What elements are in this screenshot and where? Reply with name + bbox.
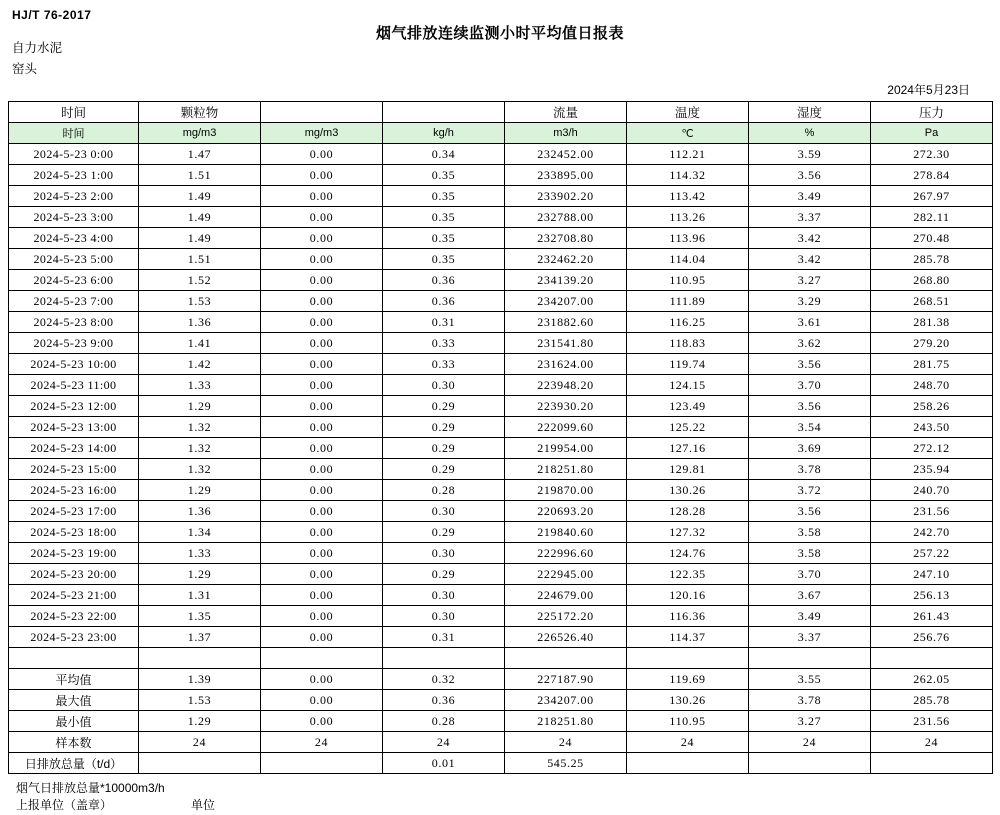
table-row [9,144,993,165]
spacer-row [9,648,993,669]
cell-value: 0.00 [261,333,383,354]
cell-value: 1.34 [139,522,261,543]
cell-value: 0.34 [383,144,505,165]
cell-value: 1.47 [139,144,261,165]
spacer-cell [627,648,749,669]
cell-value: 0.29 [383,417,505,438]
unit-cell-pressure: Pa [871,123,993,144]
cell-value: 223948.20 [505,375,627,396]
cell-value: 247.10 [871,564,993,585]
cell-value: 116.36 [627,606,749,627]
cell-value: 234207.00 [505,291,627,312]
header-cell-temperature: 温度 [627,102,749,123]
cell-value: 24 [261,732,383,753]
cell-value: 272.12 [871,438,993,459]
footer-note: 烟气日排放总量*10000m3/h [16,781,165,795]
table-row [9,333,993,354]
cell-value: 232788.00 [505,207,627,228]
stat-row-minimum [9,711,993,732]
cell-value: 111.89 [627,291,749,312]
cell-value: 1.49 [139,207,261,228]
cell-value: 3.56 [749,501,871,522]
cell-value: 0.00 [261,480,383,501]
cell-value: 1.29 [139,564,261,585]
cell-value: 0.00 [261,606,383,627]
cell-value: 285.78 [871,690,993,711]
cell-value: 0.00 [261,669,383,690]
cell-value: 240.70 [871,480,993,501]
cell-time: 2024-5-23 8:00 [9,312,139,333]
cell-value: 0.29 [383,396,505,417]
cell-time: 2024-5-23 6:00 [9,270,139,291]
cell-value: 222996.60 [505,543,627,564]
cell-value: 130.26 [627,690,749,711]
cell-value: 122.35 [627,564,749,585]
cell-value: 3.69 [749,438,871,459]
table-row [9,543,993,564]
stat-label: 平均值 [9,669,139,690]
unit-cell-blank-1: mg/m3 [261,123,383,144]
cell-value: 219954.00 [505,438,627,459]
cell-value: 0.29 [383,564,505,585]
cell-value: 0.35 [383,207,505,228]
cell-value: 3.58 [749,543,871,564]
cell-value: 3.56 [749,165,871,186]
spacer-cell [871,648,993,669]
cell-value [627,753,749,774]
cell-value: 125.22 [627,417,749,438]
header-cell-humidity: 湿度 [749,102,871,123]
header-cell-particulate: 颗粒物 [139,102,261,123]
cell-value: 3.62 [749,333,871,354]
stat-label: 最小值 [9,711,139,732]
unit-cell-time: 时间 [9,123,139,144]
cell-value: 219870.00 [505,480,627,501]
spacer-cell [383,648,505,669]
spacer-cell [749,648,871,669]
cell-value: 227187.90 [505,669,627,690]
cell-value: 0.00 [261,438,383,459]
cell-value: 0.35 [383,249,505,270]
cell-time: 2024-5-23 18:00 [9,522,139,543]
cell-value [261,753,383,774]
cell-time: 2024-5-23 13:00 [9,417,139,438]
cell-value: 257.22 [871,543,993,564]
cell-value: 0.00 [261,564,383,585]
cell-value: 0.00 [261,522,383,543]
table-row [9,438,993,459]
cell-value: 1.52 [139,270,261,291]
cell-value: 1.36 [139,312,261,333]
cell-value: 0.31 [383,627,505,648]
cell-value: 261.43 [871,606,993,627]
cell-value: 233895.00 [505,165,627,186]
unit-cell-particulate: mg/m3 [139,123,261,144]
cell-value: 0.29 [383,459,505,480]
cell-value: 3.49 [749,606,871,627]
cell-value: 1.51 [139,165,261,186]
cell-value: 0.36 [383,270,505,291]
cell-time: 2024-5-23 19:00 [9,543,139,564]
cell-value: 268.51 [871,291,993,312]
cell-value: 219840.60 [505,522,627,543]
cell-value: 267.97 [871,186,993,207]
cell-time: 2024-5-23 14:00 [9,438,139,459]
cell-time: 2024-5-23 16:00 [9,480,139,501]
cell-time: 2024-5-23 12:00 [9,396,139,417]
company-name: 自力水泥 [12,41,63,55]
cell-value: 127.32 [627,522,749,543]
cell-value: 1.51 [139,249,261,270]
standard-code: HJ/T 76-2017 [12,8,92,22]
cell-time: 2024-5-23 11:00 [9,375,139,396]
cell-time: 2024-5-23 0:00 [9,144,139,165]
cell-value: 232708.80 [505,228,627,249]
cell-value: 3.59 [749,144,871,165]
cell-value: 1.29 [139,396,261,417]
cell-value [871,753,993,774]
cell-value: 248.70 [871,375,993,396]
cell-value: 3.56 [749,396,871,417]
cell-value: 281.75 [871,354,993,375]
cell-value: 3.78 [749,459,871,480]
table-row [9,459,993,480]
cell-value: 233902.20 [505,186,627,207]
cell-value: 0.35 [383,165,505,186]
cell-value: 0.00 [261,249,383,270]
unit-cell-blank-2: kg/h [383,123,505,144]
cell-value: 3.78 [749,690,871,711]
cell-value: 120.16 [627,585,749,606]
cell-value: 272.30 [871,144,993,165]
cell-value: 0.28 [383,711,505,732]
cell-value: 0.35 [383,186,505,207]
cell-value: 3.54 [749,417,871,438]
cell-value: 545.25 [505,753,627,774]
cell-value: 1.36 [139,501,261,522]
reporter-label: 上报单位（盖章） [16,798,113,813]
cell-value: 3.37 [749,207,871,228]
table-row [9,627,993,648]
header-cell-blank-2 [383,102,505,123]
cell-time: 2024-5-23 10:00 [9,354,139,375]
cell-value: 279.20 [871,333,993,354]
table-row [9,564,993,585]
cell-value: 222945.00 [505,564,627,585]
cell-value: 231541.80 [505,333,627,354]
cell-value: 3.61 [749,312,871,333]
spacer-cell [505,648,627,669]
cell-value: 0.00 [261,627,383,648]
spacer-cell [139,648,261,669]
cell-value: 0.33 [383,333,505,354]
cell-value: 3.67 [749,585,871,606]
cell-value: 24 [505,732,627,753]
daily-total-label: 日排放总量（t/d） [9,753,139,774]
cell-value: 235.94 [871,459,993,480]
table-row [9,249,993,270]
cell-value: 1.39 [139,669,261,690]
cell-value: 1.42 [139,354,261,375]
cell-value: 1.53 [139,690,261,711]
table-row [9,606,993,627]
cell-time: 2024-5-23 23:00 [9,627,139,648]
cell-time: 2024-5-23 17:00 [9,501,139,522]
cell-value: 0.30 [383,543,505,564]
cell-value: 24 [627,732,749,753]
cell-value: 3.37 [749,627,871,648]
cell-value: 0.00 [261,186,383,207]
cell-value: 1.31 [139,585,261,606]
cell-value: 0.29 [383,522,505,543]
cell-value: 0.28 [383,480,505,501]
table-row [9,165,993,186]
cell-value: 0.00 [261,291,383,312]
cell-value: 1.33 [139,543,261,564]
cell-value: 278.84 [871,165,993,186]
cell-value: 262.05 [871,669,993,690]
cell-value: 231882.60 [505,312,627,333]
cell-value: 0.36 [383,690,505,711]
table-row [9,207,993,228]
cell-value: 268.80 [871,270,993,291]
cell-value: 24 [749,732,871,753]
cell-value: 3.70 [749,375,871,396]
cell-value: 3.55 [749,669,871,690]
device-name: 窑头 [12,62,38,76]
cell-value: 0.00 [261,228,383,249]
cell-value: 0.30 [383,606,505,627]
cell-time: 2024-5-23 3:00 [9,207,139,228]
cell-value: 112.21 [627,144,749,165]
cell-value: 0.29 [383,438,505,459]
table-row [9,501,993,522]
cell-value: 231624.00 [505,354,627,375]
spacer-cell [261,648,383,669]
cell-value: 123.49 [627,396,749,417]
stat-label: 最大值 [9,690,139,711]
unit-label: 单位 [191,798,216,813]
cell-value: 232452.00 [505,144,627,165]
cell-value: 3.56 [749,354,871,375]
cell-value: 0.32 [383,669,505,690]
cell-value: 0.00 [261,207,383,228]
cell-value: 118.83 [627,333,749,354]
cell-value: 234207.00 [505,690,627,711]
cell-value: 0.00 [261,165,383,186]
cell-value: 1.49 [139,228,261,249]
report-date: 2024年5月23日 [887,83,970,97]
cell-value: 218251.80 [505,459,627,480]
cell-value: 127.16 [627,438,749,459]
cell-value: 1.32 [139,417,261,438]
cell-value: 0.33 [383,354,505,375]
table-row [9,186,993,207]
cell-value: 0.30 [383,585,505,606]
cell-value: 223930.20 [505,396,627,417]
cell-value: 3.70 [749,564,871,585]
cell-value: 243.50 [871,417,993,438]
cell-value: 3.27 [749,711,871,732]
table-row [9,522,993,543]
cell-value: 231.56 [871,501,993,522]
header-cell-pressure: 压力 [871,102,993,123]
cell-value: 24 [139,732,261,753]
cell-value: 114.04 [627,249,749,270]
cell-value: 0.31 [383,312,505,333]
stat-row-maximum [9,690,993,711]
cell-value: 114.32 [627,165,749,186]
cell-value: 113.26 [627,207,749,228]
header-cell-blank-1 [261,102,383,123]
cell-value: 3.42 [749,228,871,249]
cell-time: 2024-5-23 9:00 [9,333,139,354]
table-header-row [9,102,993,123]
cell-value: 1.32 [139,459,261,480]
table-row [9,375,993,396]
cell-value: 1.32 [139,438,261,459]
cell-value: 129.81 [627,459,749,480]
cell-value: 110.95 [627,270,749,291]
table-row [9,312,993,333]
cell-value: 119.69 [627,669,749,690]
cell-time: 2024-5-23 7:00 [9,291,139,312]
cell-time: 2024-5-23 5:00 [9,249,139,270]
cell-time: 2024-5-23 4:00 [9,228,139,249]
cell-value: 113.96 [627,228,749,249]
cell-value: 225172.20 [505,606,627,627]
page-title: 烟气排放连续监测小时平均值日报表 [375,25,624,42]
cell-value: 113.42 [627,186,749,207]
cell-value: 119.74 [627,354,749,375]
cell-value: 130.26 [627,480,749,501]
cell-value: 3.29 [749,291,871,312]
cell-value [139,753,261,774]
footer-signature-line [16,797,992,814]
cell-value: 0.00 [261,543,383,564]
cell-value: 281.38 [871,312,993,333]
cell-value: 0.30 [383,501,505,522]
cell-value: 3.72 [749,480,871,501]
cell-value: 1.49 [139,186,261,207]
cell-value: 0.00 [261,585,383,606]
table-unit-row [9,123,993,144]
cell-time: 2024-5-23 15:00 [9,459,139,480]
cell-value: 1.35 [139,606,261,627]
cell-value: 124.15 [627,375,749,396]
cell-value: 24 [871,732,993,753]
cell-value: 0.00 [261,396,383,417]
cell-value: 0.00 [261,354,383,375]
table-row [9,585,993,606]
cell-value: 0.00 [261,459,383,480]
table-row [9,354,993,375]
cell-value: 1.29 [139,480,261,501]
cell-time: 2024-5-23 22:00 [9,606,139,627]
cell-value: 0.36 [383,291,505,312]
cell-time: 2024-5-23 1:00 [9,165,139,186]
cell-value: 1.41 [139,333,261,354]
cell-value: 110.95 [627,711,749,732]
cell-value: 0.00 [261,375,383,396]
cell-value: 0.00 [261,312,383,333]
table-row [9,396,993,417]
unit-cell-humidity: % [749,123,871,144]
cell-value: 224679.00 [505,585,627,606]
cell-value: 0.35 [383,228,505,249]
cell-value: 24 [383,732,505,753]
unit-cell-temperature: ℃ [627,123,749,144]
daily-total-row [9,753,993,774]
cell-value: 256.13 [871,585,993,606]
cell-time: 2024-5-23 20:00 [9,564,139,585]
cell-value: 3.58 [749,522,871,543]
cell-value: 0.00 [261,690,383,711]
cell-value: 128.28 [627,501,749,522]
unit-cell-flow: m3/h [505,123,627,144]
cell-value: 218251.80 [505,711,627,732]
emission-data-table [8,101,993,774]
cell-value: 1.33 [139,375,261,396]
stat-row-sample-count [9,732,993,753]
stat-row-average [9,669,993,690]
cell-value: 1.29 [139,711,261,732]
cell-value: 124.76 [627,543,749,564]
cell-value: 0.00 [261,144,383,165]
cell-value: 3.27 [749,270,871,291]
cell-value: 3.42 [749,249,871,270]
cell-value: 0.00 [261,270,383,291]
table-row [9,417,993,438]
cell-value: 258.26 [871,396,993,417]
cell-value: 0.00 [261,501,383,522]
cell-value: 231.56 [871,711,993,732]
cell-time: 2024-5-23 21:00 [9,585,139,606]
spacer-cell [9,648,139,669]
table-row [9,480,993,501]
table-row [9,228,993,249]
table-row [9,270,993,291]
cell-value: 256.76 [871,627,993,648]
cell-value: 234139.20 [505,270,627,291]
cell-value: 282.11 [871,207,993,228]
cell-value: 114.37 [627,627,749,648]
header-cell-flow: 流量 [505,102,627,123]
cell-value: 232462.20 [505,249,627,270]
cell-value: 0.00 [261,711,383,732]
header-cell-time: 时间 [9,102,139,123]
table-row [9,291,993,312]
cell-value: 116.25 [627,312,749,333]
cell-value: 0.00 [261,417,383,438]
cell-value: 222099.60 [505,417,627,438]
cell-value: 285.78 [871,249,993,270]
cell-value: 242.70 [871,522,993,543]
cell-value [749,753,871,774]
cell-value: 270.48 [871,228,993,249]
cell-value: 220693.20 [505,501,627,522]
cell-value: 0.01 [383,753,505,774]
footer [8,780,992,815]
cell-value: 3.49 [749,186,871,207]
cell-value: 1.53 [139,291,261,312]
cell-time: 2024-5-23 2:00 [9,186,139,207]
cell-value: 0.30 [383,375,505,396]
cell-value: 226526.40 [505,627,627,648]
cell-value: 1.37 [139,627,261,648]
stat-label: 样本数 [9,732,139,753]
